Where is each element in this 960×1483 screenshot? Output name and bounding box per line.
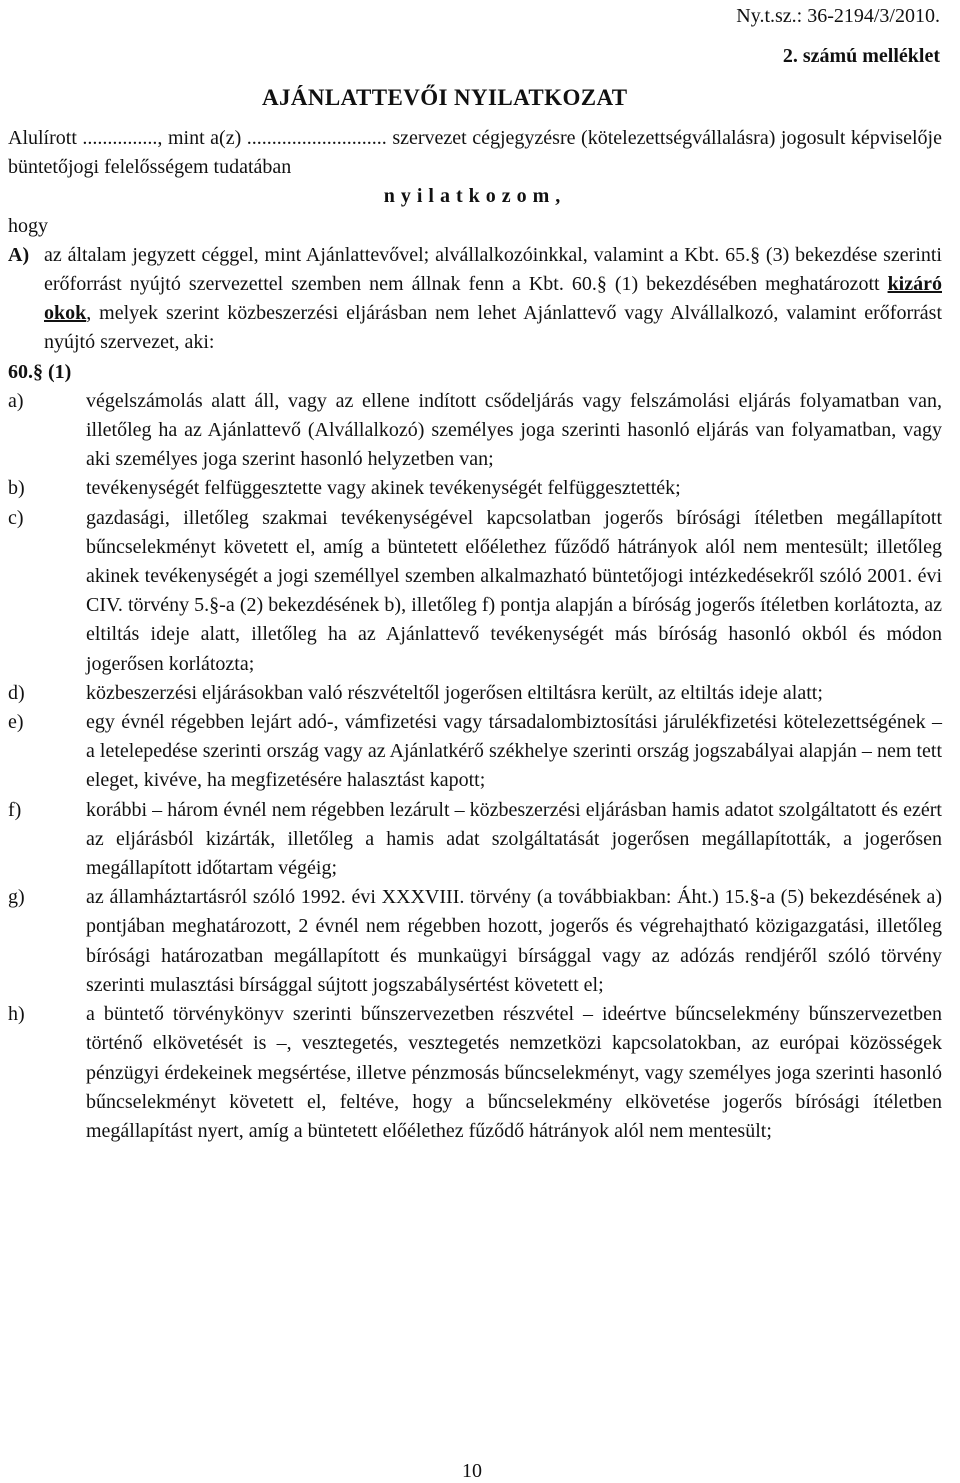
exclusion-list xyxy=(8,387,942,1146)
list-item-text: egy évnél régebben lejárt adó-, vámfizetési vagy társadalombiztosítási járulékfizetési kötelezettségének – a letelepedése szerinti ország vagy az Ajánlatkérő székhelye szerinti ország jogszabályai alapján – nem tett eleget, kivéve, ha megfizetésére halasztást kapott; xyxy=(86,711,942,792)
section-a-label: A) xyxy=(8,243,30,266)
list-item-label: h) xyxy=(8,1003,25,1026)
section-a-text xyxy=(44,241,942,358)
list-item-text: végelszámolás alatt áll, vagy az ellene indított csődeljárás vagy felszámolási eljárás folyamatban van, illetőleg ha az Ajánlattevő (Alvállalkozó) személyes joga szerinti hasonló eljárás van folyamatban, vagy aki személyes joga szerint hasonló helyzetben van; xyxy=(86,389,942,471)
declaration-word: nyilatkozom, xyxy=(383,185,567,208)
list-item-label: f) xyxy=(8,798,22,821)
list-item-label: d) xyxy=(8,681,25,704)
list-item-label: e) xyxy=(8,711,24,734)
intro-paragraph: Alulírott ..............., mint a(z) ............................ szervezet cégjegyzésre (kötelezettségvállalásra) jogosult képviselője büntetőjogi felelősségem tudatában xyxy=(8,127,942,179)
list-item-text: korábbi – három évnél nem régebben lezárult – közbeszerzési eljárásban hamis adatot szolgáltatott és ezért az eljárásból kizárták, illetőleg a hamis adat szolgáltatását jogerősen megállapították, a jogerősen megállapított időtartam végéig; xyxy=(86,798,942,880)
list-item-text: tevékenységét felfüggesztette vagy akinek tevékenységét felfüggesztették; xyxy=(86,477,681,500)
list-item-text: az államháztartásról szóló 1992. évi XXXVIII. törvény (a továbbiakban: Áht.) 15.§-a (5) bekezdésének a) pontjában meghatározott, 2 évnél nem régebben hozott, jogerős és végrehajtható közigazgatási, illetőleg bírósági határozatban megállapított és munkaügyi bírsággal vagy az adózás rendjéről szóló törvény szerinti mulasztási bírsággal sújtott jogszabálysértést követett el; xyxy=(86,886,942,996)
list-item-label: g) xyxy=(8,886,25,909)
paragraph-reference: 60.§ (1) xyxy=(8,360,72,383)
list-item-label: b) xyxy=(8,477,25,500)
list-item-label: c) xyxy=(8,506,24,529)
hogy-word: hogy xyxy=(8,214,48,237)
list-item-text: közbeszerzési eljárásokban való részvételtől jogerősen eltiltásra került, az eltiltás ideje alatt; xyxy=(86,681,823,704)
list-item-text: a büntető törvénykönyv szerinti bűnszervezetben részvétel – ideértve bűncselekmény bűnszervezetben történő elkövetését is –, vesztegetés, vesztegetés nemzetközi kapcsolatokban, az európai közösségek pénzügyi érdekeinek megsértése, illetve pénzmosás bűncselekményt, vagy személyes joga szerinti hasonló bűncselekményt követett el, feltéve, hogy a bűncselekmény elkövetése jogerős bírósági ítéletben megállapítást nyert, amíg a büntetett előélethez fűződő hátrányok alól nem mentesült; xyxy=(86,1003,942,1142)
list-item xyxy=(8,387,942,475)
list-item xyxy=(8,474,942,503)
list-item-text: gazdasági, illetőleg szakmai tevékenységével kapcsolatban jogerős bírósági ítéletben megállapított bűncselekményt követett el, amíg a büntetett előélethez fűződő hátrányok alól nem mentesült; illetőleg akinek tevékenységét a jogi személlyel szemben alkalmazható büntetőjogi intézkedésekről szóló 2001. évi CIV. törvény 5.§-a (2) bekezdésének b), illetőleg f) pontja alapján a bíróság jogerős ítéletben korlátozta, az eltiltás ideje alatt, illetőleg ha az Ajánlattevő tevékenységét más bíróság hasonló okból és módon jogerősen korlátozta; xyxy=(86,506,942,675)
document-title: AJÁNLATTEVŐI NYILATKOZAT xyxy=(262,85,628,110)
list-item xyxy=(8,708,942,796)
list-item xyxy=(8,796,942,884)
list-item xyxy=(8,1000,942,1146)
list-item xyxy=(8,679,942,708)
section-a-text-after: , melyek szerint közbeszerzési eljárásban nem lehet Ajánlattevő vagy Alvállalkozó, valamint erőforrást nyújtó szervezet, aki: xyxy=(44,302,942,354)
annex-label: 2. számú melléklet xyxy=(782,45,940,67)
list-item-label: a) xyxy=(8,389,24,412)
document-body xyxy=(8,124,942,1146)
section-a xyxy=(8,241,942,358)
exclusion-grounds-emphasis: kizáró okok xyxy=(44,273,942,325)
section-a-text-before: az általam jegyzett céggel, mint Ajánlattevővel; alvállalkozóinkkal, valamint a Kbt. 65.§ (3) bekezdése szerinti erőforrást nyújtó szervezettel szemben nem állnak fenn a Kbt. 60.§ (1) bekezdésében meghatározott xyxy=(44,243,942,296)
list-item xyxy=(8,883,942,1000)
list-item xyxy=(8,504,942,679)
page-number: 10 xyxy=(462,1460,482,1482)
registration-number: Ny.t.sz.: 36-2194/3/2010. xyxy=(736,5,940,27)
